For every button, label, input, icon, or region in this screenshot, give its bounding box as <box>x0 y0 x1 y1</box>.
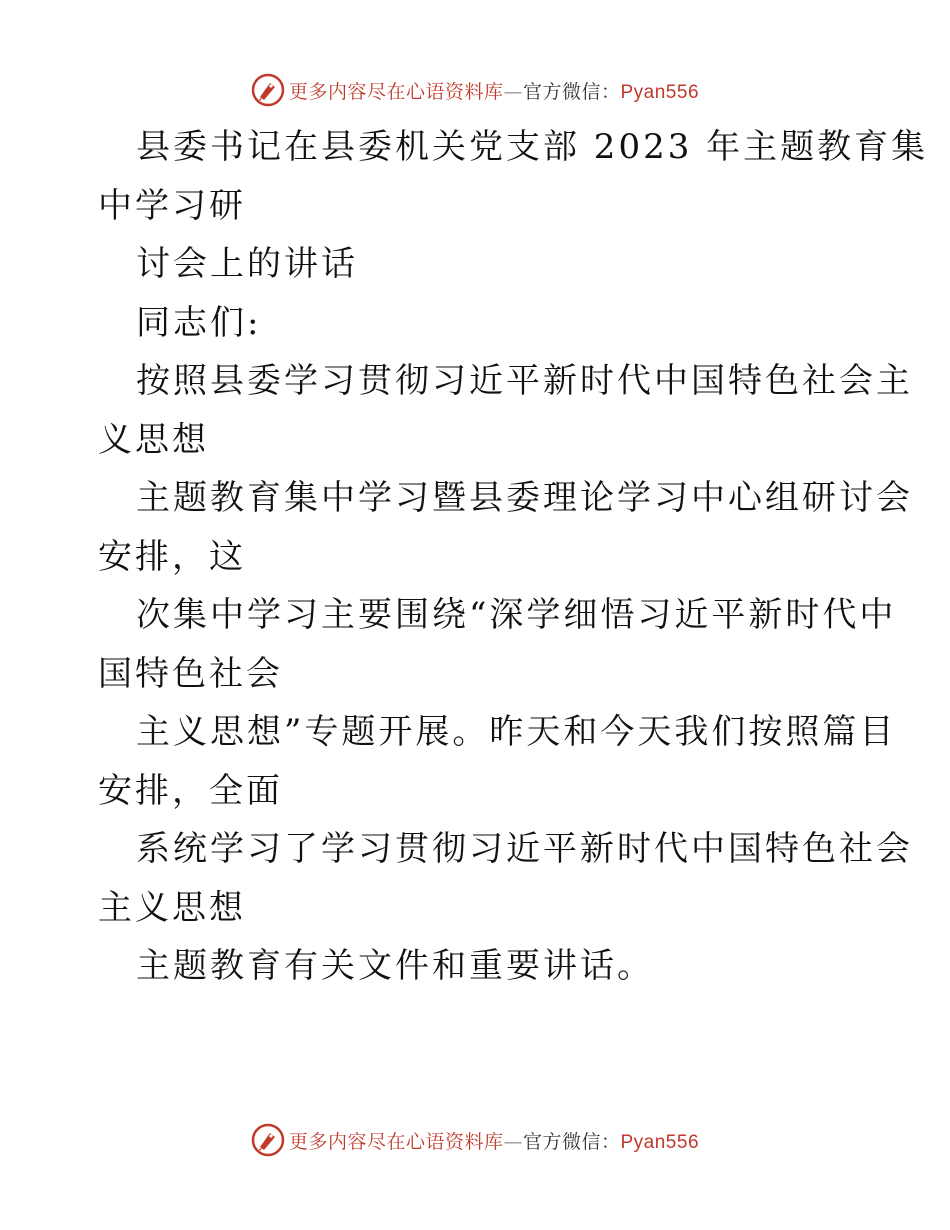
header-dash: — <box>503 80 523 103</box>
body-line-4: 安排，这 <box>98 536 246 577</box>
pen-nib-logo-icon <box>251 1123 285 1157</box>
footer-banner-text <box>289 1127 699 1154</box>
title-line-3: 讨会上的讲话 <box>136 244 358 284</box>
body-line-8: 安排，全面 <box>98 770 283 811</box>
footer-dash: — <box>503 1130 523 1153</box>
pen-nib-logo-icon <box>251 73 285 107</box>
header-wechat-label: 官方微信： <box>522 80 621 103</box>
body-line-7: 主义思想”专题开展。昨天和今天我们按照篇目 <box>136 712 897 752</box>
body-line-1: 按照县委学习贯彻习近平新时代中国特色社会主 <box>136 361 913 401</box>
body-line-11: 主题教育有关文件和重要讲话。 <box>136 946 654 986</box>
header-banner-text <box>289 77 699 104</box>
header-library-name: 更多内容尽在心语资料库 <box>288 80 504 103</box>
body-line-6: 国特色社会 <box>98 653 283 694</box>
document-body <box>98 118 929 996</box>
title-line-2: 中学习研 <box>98 185 246 226</box>
body-line-9: 系统学习了学习贯彻习近平新时代中国特色社会 <box>136 829 913 869</box>
footer-wechat-account: Pyan556 <box>620 1131 700 1153</box>
body-line-2: 义思想 <box>98 419 209 460</box>
header-banner <box>0 70 950 110</box>
header-wechat-account: Pyan556 <box>620 81 700 103</box>
body-line-5: 次集中学习主要围绕“深学细悟习近平新时代中 <box>136 595 897 635</box>
footer-library-name: 更多内容尽在心语资料库 <box>288 1130 504 1153</box>
title-line-1: 县委书记在县委机关党支部 2023 年主题教育集 <box>136 127 929 167</box>
footer-banner <box>0 1120 950 1160</box>
salutation: 同志们: <box>136 302 262 343</box>
body-line-3: 主题教育集中学习暨县委理论学习中心组研讨会 <box>136 478 913 518</box>
footer-wechat-label: 官方微信： <box>522 1130 621 1153</box>
body-line-10: 主义思想 <box>98 887 246 928</box>
